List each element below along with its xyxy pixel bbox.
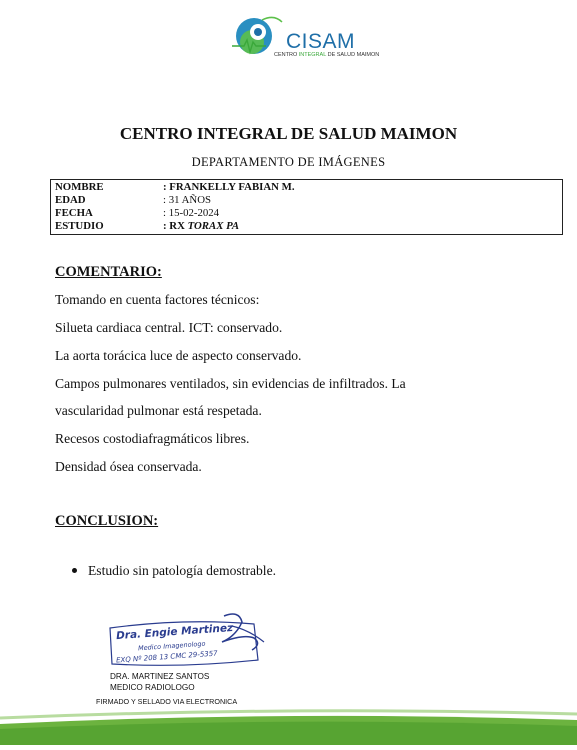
estudio-label: ESTUDIO [55,220,104,232]
comentario-line: La aorta torácica luce de aspecto conservado. [55,348,302,363]
comentario-line: Campos pulmonares ventilados, sin evidencias de infiltrados. La [55,376,406,391]
signature-stamp [104,612,274,674]
footer-wave [0,704,577,745]
comentario-line: Recesos costodiafragmáticos libres. [55,431,250,446]
comentario-line: Silueta cardiaca central. ICT: conservado. [55,320,283,335]
edad-label: EDAD [55,194,86,206]
page-title: CENTRO INTEGRAL DE SALUD MAIMON [119,124,458,143]
logo-name: CISAM [286,30,356,53]
stamp-name: Dra. Engie Martinez [115,621,234,643]
signature-note: FIRMADO Y SELLADO VIA ELECTRONICA [96,697,238,706]
bullet-icon [72,568,77,573]
comentario-line: Tomando en cuenta factores técnicos: [55,292,260,307]
department-label: DEPARTAMENTO DE IMÁGENES [191,155,386,169]
fecha-value: : 15-02-2024 [163,207,220,219]
patient-info-box [50,179,563,235]
nombre-value: : FRANKELLY FABIAN M. [163,181,295,193]
comentario-line: vascularidad pulmonar está respetada. [55,403,262,418]
fecha-label: FECHA [55,207,93,219]
edad-value: : 31 AÑOS [163,194,211,206]
comentario-line: Densidad ósea conservada. [55,459,202,474]
stamp-exq: EXQ Nº 208 13 CMC 29-5357 [115,649,218,665]
signer-title: MEDICO RADIOLOGO [110,683,195,692]
logo-subtitle: CENTRO INTEGRAL DE SALUD MAIMON [274,52,380,58]
stamp-role: Medico Imagenologo [137,639,206,653]
nombre-label: NOMBRE [55,181,104,193]
comentario-heading: COMENTARIO: [55,264,162,280]
estudio-value: : RX TORAX PA [163,220,240,232]
cisam-logo [222,12,380,68]
footer-wave-icon [0,704,577,745]
conclusion-heading: CONCLUSION: [55,513,159,529]
conclusion-item: Estudio sin patología demostrable. [72,563,276,579]
signer-name: DRA. MARTINEZ SANTOS [110,672,210,681]
